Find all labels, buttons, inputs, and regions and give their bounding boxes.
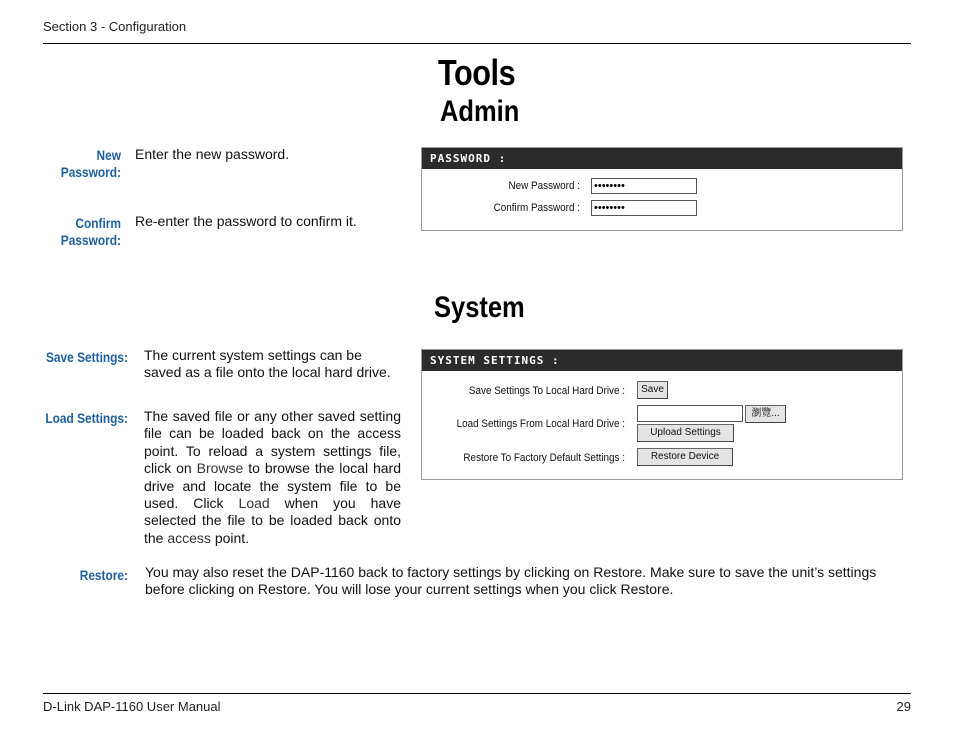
new-password-field-label: New Password : bbox=[508, 180, 580, 192]
save-settings-label: Save Settings: bbox=[45, 349, 128, 365]
confirm-password-field-label: Confirm Password : bbox=[493, 202, 580, 214]
system-panel-title: SYSTEM SETTINGS : bbox=[422, 350, 902, 371]
password-panel bbox=[421, 147, 903, 231]
load-desc-part2: to browse the local hard drive and locate the system file to be used. Click bbox=[144, 460, 402, 512]
load-settings-field-label: Load Settings From Local Hard Drive : bbox=[456, 418, 625, 430]
footer-rule bbox=[43, 693, 911, 694]
password-panel-title: PASSWORD : bbox=[422, 148, 902, 169]
save-settings-desc: The current system settings can be saved as a file onto the local hard drive. bbox=[144, 347, 391, 381]
restore-device-button[interactable]: Restore Device bbox=[637, 448, 733, 466]
load-desc-part1: The saved file or any other saved setting file can be loaded back on the access point. To reload a system settings file, click on bbox=[144, 408, 401, 477]
system-settings-panel bbox=[421, 349, 903, 480]
upload-settings-button[interactable]: Upload Settings bbox=[637, 424, 734, 442]
load-desc-part4: point. bbox=[210, 529, 250, 546]
confirm-password-input[interactable]: •••••••• bbox=[591, 200, 697, 216]
page-number: 29 bbox=[896, 699, 911, 714]
restore-desc: You may also reset the DAP-1160 back to factory settings by clicking on Restore. Make sure to save the unit’s settings before clicking on Restore. You will lose your current settings when you click Restore. bbox=[145, 564, 877, 598]
load-settings-desc bbox=[144, 408, 401, 547]
page-title: Tools bbox=[438, 52, 516, 93]
header-rule bbox=[43, 43, 911, 44]
new-password-input[interactable]: •••••••• bbox=[591, 178, 697, 194]
load-word: Load bbox=[238, 495, 270, 512]
confirm-password-label bbox=[52, 215, 121, 249]
new-password-label-line1: New bbox=[96, 147, 121, 163]
save-button[interactable]: Save bbox=[637, 381, 668, 399]
system-heading: System bbox=[434, 291, 525, 324]
browse-button[interactable]: 瀏覽... bbox=[745, 405, 786, 423]
confirm-password-label-line1: Confirm bbox=[75, 215, 121, 231]
load-settings-label: Load Settings: bbox=[45, 410, 128, 426]
file-path-input[interactable] bbox=[637, 405, 743, 422]
load-desc-part3: when you have selected the file to be loaded back onto the bbox=[144, 495, 401, 546]
admin-heading: Admin bbox=[440, 95, 520, 128]
new-password-desc: Enter the new password. bbox=[135, 146, 290, 162]
footer-manual-title: D-Link DAP-1160 User Manual bbox=[43, 699, 221, 714]
restore-label: Restore: bbox=[79, 567, 128, 583]
restore-settings-field-label: Restore To Factory Default Settings : bbox=[463, 452, 625, 464]
access-word: access bbox=[167, 529, 211, 546]
confirm-password-desc: Re-enter the password to confirm it. bbox=[135, 213, 357, 229]
confirm-password-label-line2: Password: bbox=[60, 232, 121, 248]
section-header: Section 3 - Configuration bbox=[43, 19, 187, 34]
new-password-label bbox=[52, 147, 121, 181]
browse-word: Browse bbox=[196, 460, 244, 477]
save-settings-field-label: Save Settings To Local Hard Drive : bbox=[468, 385, 625, 397]
new-password-label-line2: Password: bbox=[60, 164, 121, 180]
